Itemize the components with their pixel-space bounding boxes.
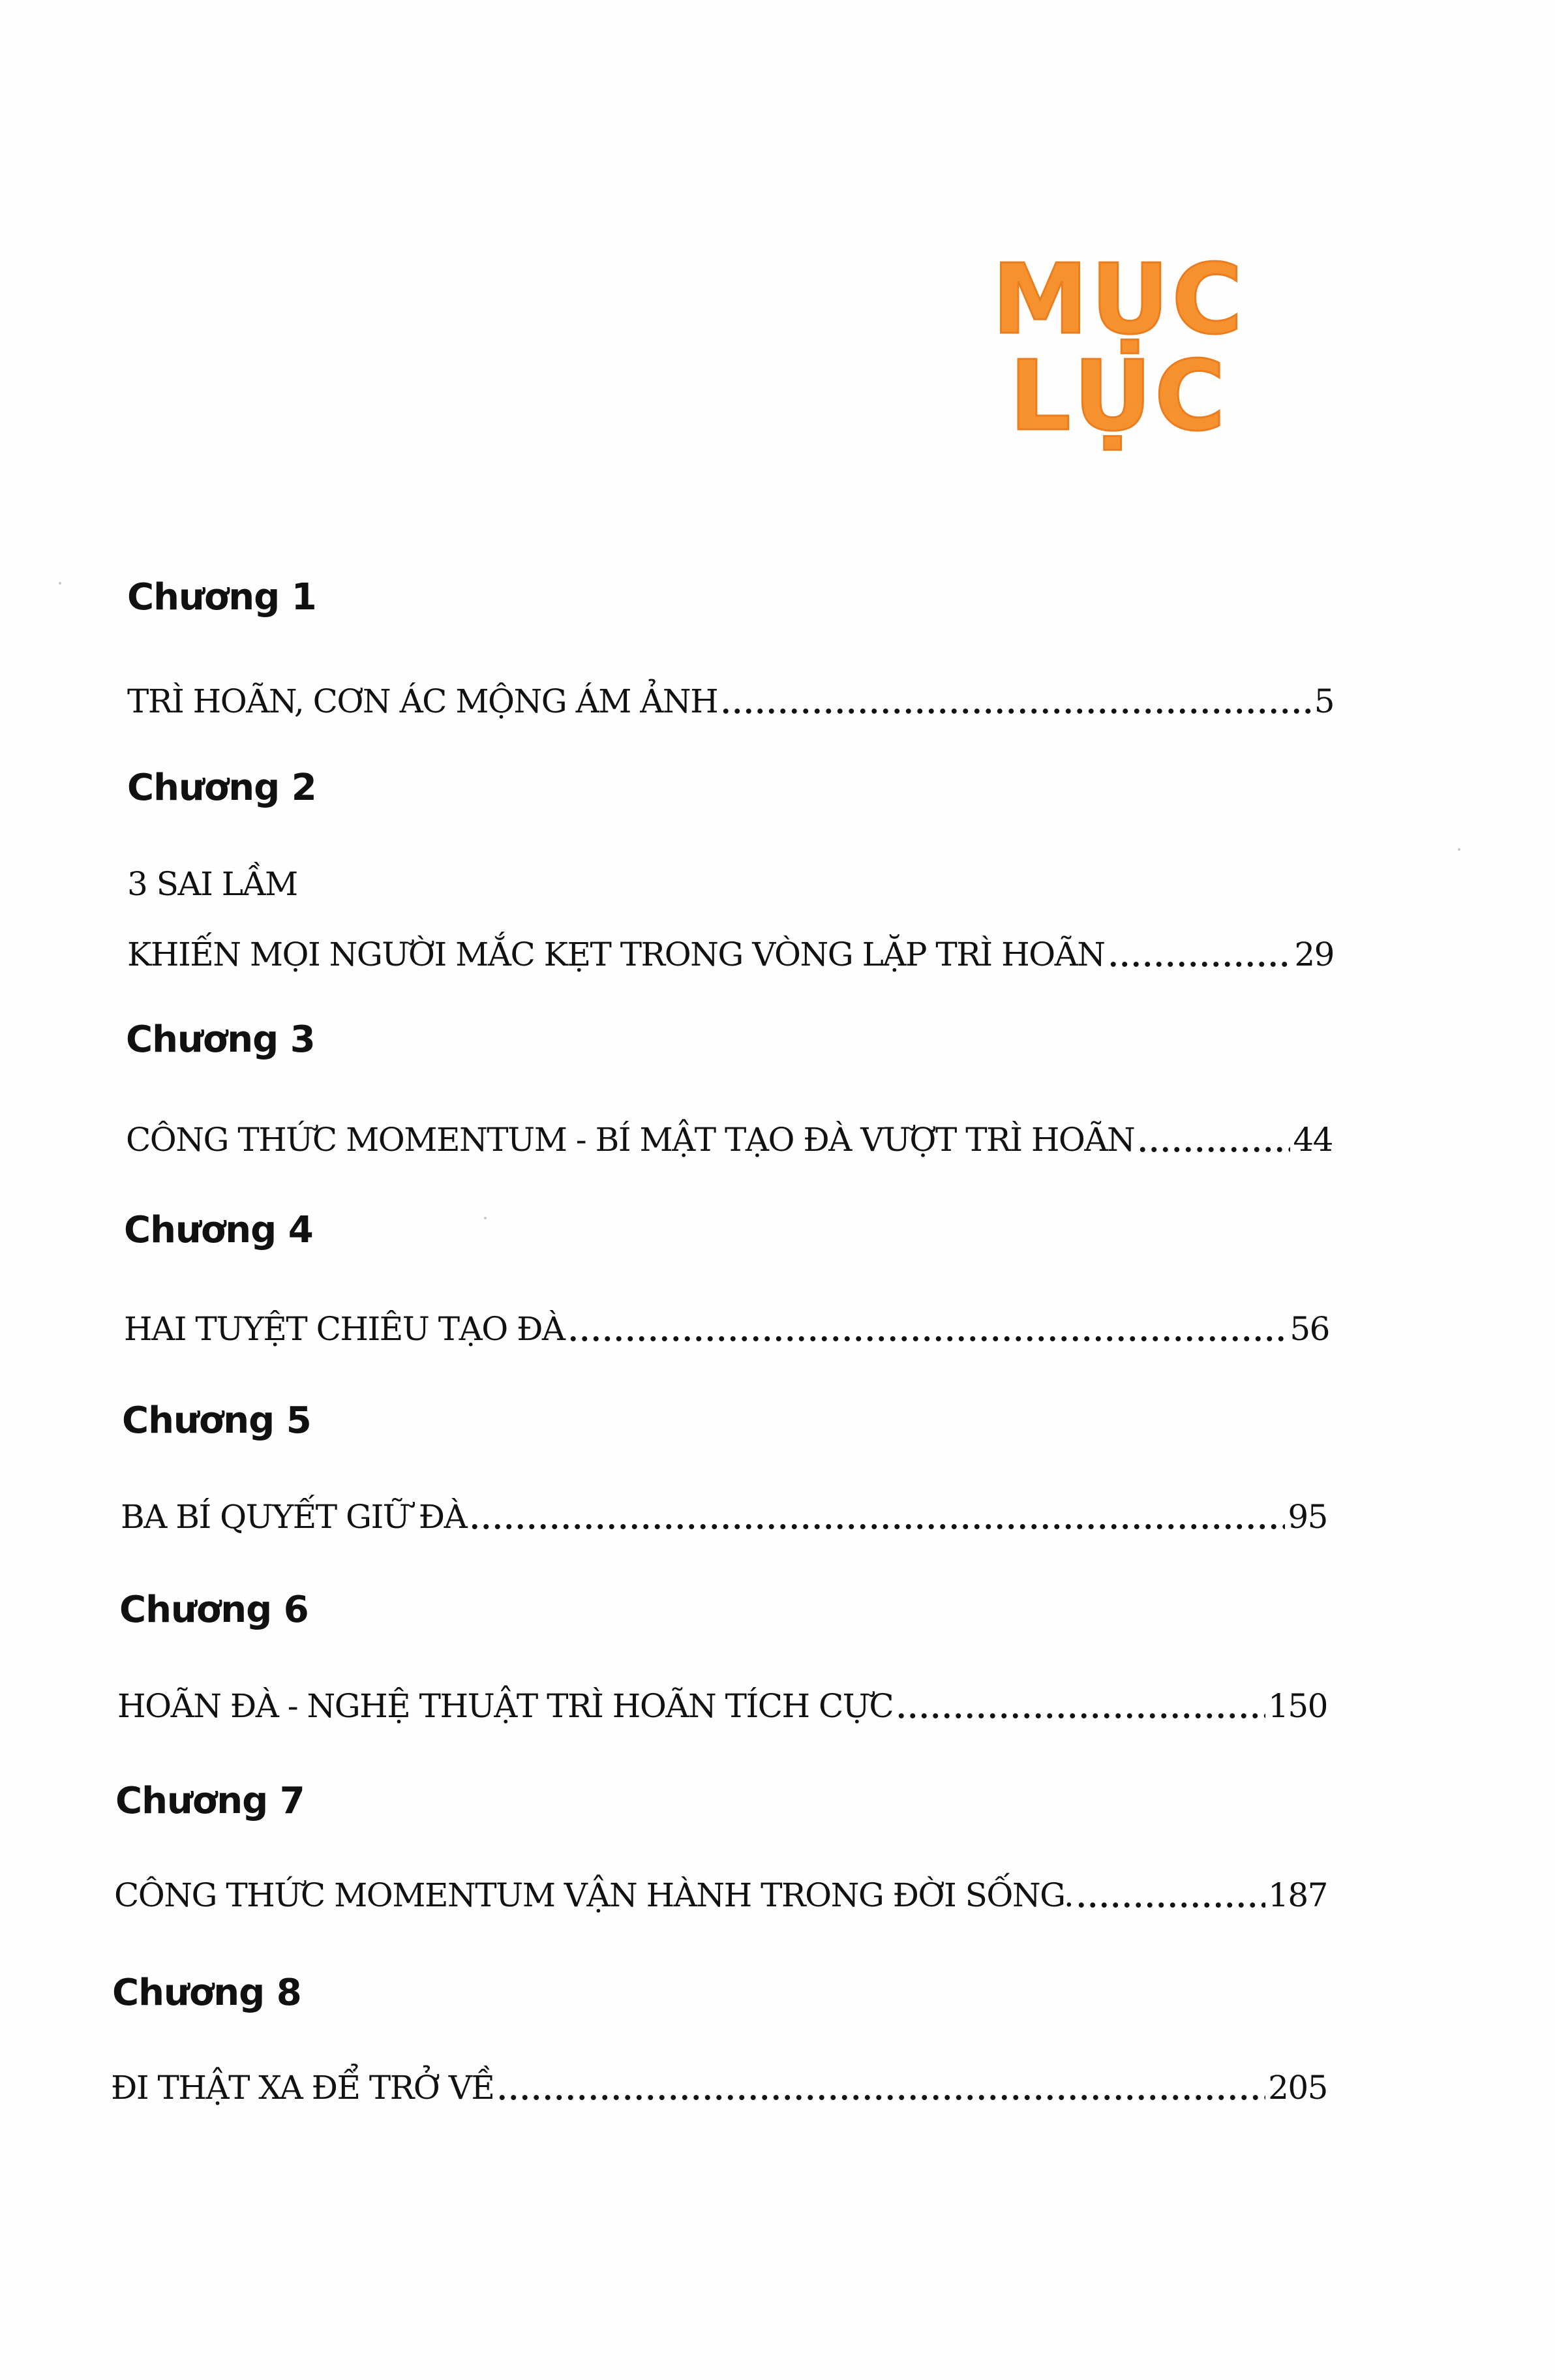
page-title: MỤC LỤC [991, 243, 1246, 452]
dot-leader [469, 1524, 1285, 1529]
toc-entry-title: TRÌ HOÃN, CƠN ÁC MỘNG ÁM ẢNH [127, 682, 718, 720]
toc-entry-page-number: 205 [1268, 2069, 1327, 2107]
toc-entry-title: HAI TUYỆT CHIÊU TẠO ĐÀ [124, 1310, 565, 1348]
scan-speck [1458, 848, 1460, 851]
dot-leader [496, 2095, 1265, 2100]
toc-entry-chapter-7[interactable] [114, 1876, 1327, 1914]
scan-speck [59, 582, 61, 585]
toc-entry-page-number: 56 [1290, 1310, 1329, 1348]
chapter-5-label: Chương 5 [122, 1399, 311, 1442]
scan-speck [484, 1217, 487, 1219]
dot-leader [720, 709, 1311, 714]
toc-entry-page-number: 150 [1268, 1687, 1327, 1725]
toc-entry-chapter-4[interactable] [124, 1310, 1329, 1348]
toc-entry-title: CÔNG THỨC MOMENTUM VẬN HÀNH TRONG ĐỜI SỐNG. [114, 1876, 1074, 1914]
toc-entry-title: HOÃN ĐÀ - NGHỆ THUẬT TRÌ HOÃN TÍCH CỰC [117, 1687, 894, 1725]
dot-leader [896, 1713, 1265, 1718]
toc-entry-chapter-5[interactable] [121, 1498, 1327, 1536]
toc-entry-chapter-2[interactable] [127, 938, 1334, 971]
chapter-8-label: Chương 8 [112, 1972, 301, 2014]
toc-entry-chapter-1[interactable] [127, 682, 1334, 720]
chapter-4-label: Chương 4 [124, 1209, 313, 1251]
dot-leader [1108, 962, 1292, 967]
toc-entry-page-number: 5 [1314, 682, 1334, 720]
toc-entry-chapter-3[interactable] [126, 1121, 1333, 1159]
chapter-6-label: Chương 6 [119, 1589, 309, 1631]
toc-entry-title: KHIẾN MỌI NGƯỜI MẮC KẸT TRONG VÒNG LẶP TRÌ HOÃN [127, 936, 1105, 973]
toc-entry-title: ĐI THẬT XA ĐỂ TRỞ VỀ [111, 2069, 494, 2107]
toc-entry-page-number: 95 [1288, 1498, 1327, 1536]
toc-entry-chapter-6[interactable] [117, 1687, 1327, 1725]
chapter-2-label: Chương 2 [127, 767, 316, 809]
dot-leader [567, 1336, 1288, 1341]
toc-entry-title: CÔNG THỨC MOMENTUM - BÍ MẬT TẠO ĐÀ VƯỢT TRÌ HOÃN [126, 1121, 1135, 1159]
chapter-3-label: Chương 3 [126, 1018, 315, 1061]
dot-leader [1076, 1902, 1265, 1908]
chapter-7-label: Chương 7 [115, 1780, 305, 1822]
chapter-2-title-line-1: 3 SAI LẦM [127, 865, 297, 903]
chapter-1-label: Chương 1 [127, 576, 316, 618]
toc-entry-chapter-8[interactable] [111, 2069, 1327, 2107]
toc-entry-page-number: 187 [1268, 1876, 1327, 1914]
dot-leader [1137, 1147, 1290, 1152]
toc-entry-page-number: 29 [1294, 936, 1334, 973]
toc-entry-page-number: 44 [1293, 1121, 1333, 1159]
toc-entry-title: BA BÍ QUYẾT GIỮ ĐÀ [121, 1498, 467, 1536]
